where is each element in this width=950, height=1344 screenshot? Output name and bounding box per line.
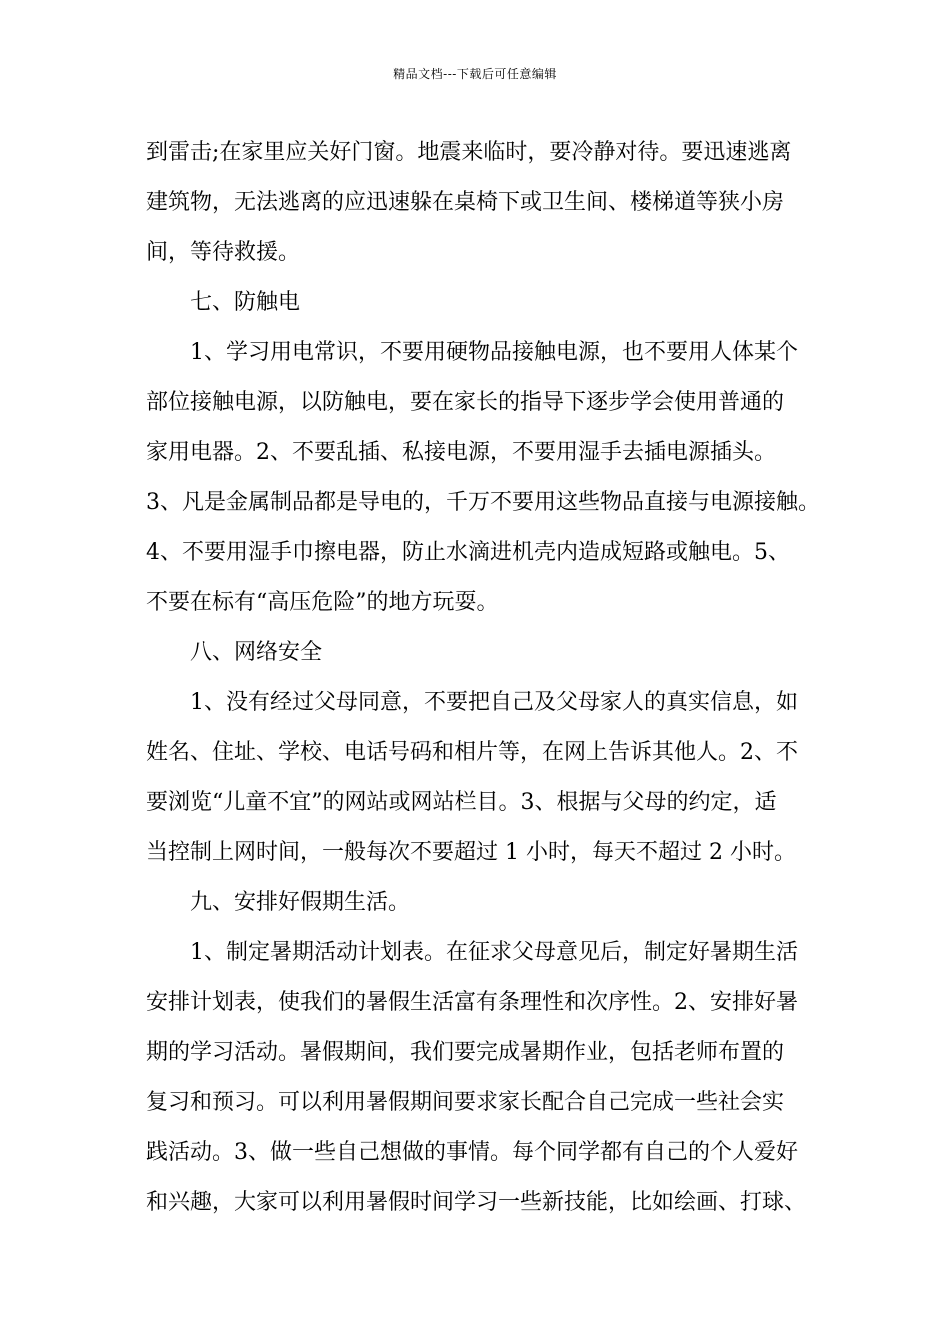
text-line: 复习和预习。可以利用暑假期间要求家长配合自己完成一些社会实 <box>146 1090 785 1115</box>
text-line: 家用电器。2、不要乱插、私接电源，不要用湿手去插电源插头。 <box>146 440 776 465</box>
page-header: 精品文档---下载后可任意编辑 <box>393 67 557 81</box>
text-line: 3、凡是金属制品都是导电的，千万不要用这些物品直接与电源接触。 <box>146 490 820 515</box>
text-line: 4、不要用湿手巾擦电器，防止水滴进机壳内造成短路或触电。5、 <box>146 540 790 565</box>
document-body <box>146 128 826 1228</box>
text-line: 当控制上网时间，一般每次不要超过 1 小时，每天不超过 2 小时。 <box>146 840 796 865</box>
text-line: 到雷击;在家里应关好门窗。地震来临时，要冷静对待。要迅速逃离 <box>146 140 792 165</box>
text-line: 间，等待救援。 <box>146 240 301 265</box>
text-line: 期的学习活动。暑假期间，我们要完成暑期作业，包括老师布置的 <box>146 1040 785 1065</box>
text-line: 和兴趣，大家可以利用暑假时间学习一些新技能，比如绘画、打球、 <box>146 1190 807 1215</box>
section-heading: 九、安排好假期生活。 <box>190 890 411 915</box>
text-line: 1、学习用电常识，不要用硬物品接触电源，也不要用人体某个 <box>190 340 798 365</box>
text-line: 1、制定暑期活动计划表。在征求父母意见后，制定好暑期生活 <box>190 940 798 965</box>
text-line: 建筑物，无法逃离的应迅速躲在桌椅下或卫生间、楼梯道等狭小房 <box>146 190 785 215</box>
section-heading: 七、防触电 <box>190 290 301 315</box>
section-heading: 八、网络安全 <box>190 640 323 665</box>
text-line: 安排计划表，使我们的暑假生活富有条理性和次序性。2、安排好暑 <box>146 990 798 1015</box>
text-line: 不要在标有“高压危险”的地方玩耍。 <box>146 590 499 615</box>
text-line: 践活动。3、做一些自己想做的事情。每个同学都有自己的个人爱好 <box>146 1140 798 1165</box>
text-line: 1、没有经过父母同意，不要把自己及父母家人的真实信息，如 <box>190 690 798 715</box>
text-line: 要浏览“儿童不宜”的网站或网站栏目。3、根据与父母的约定，适 <box>146 790 777 815</box>
text-line: 姓名、住址、学校、电话号码和相片等，在网上告诉其他人。2、不 <box>146 740 798 765</box>
text-line: 部位接触电源，以防触电，要在家长的指导下逐步学会使用普通的 <box>146 390 785 415</box>
